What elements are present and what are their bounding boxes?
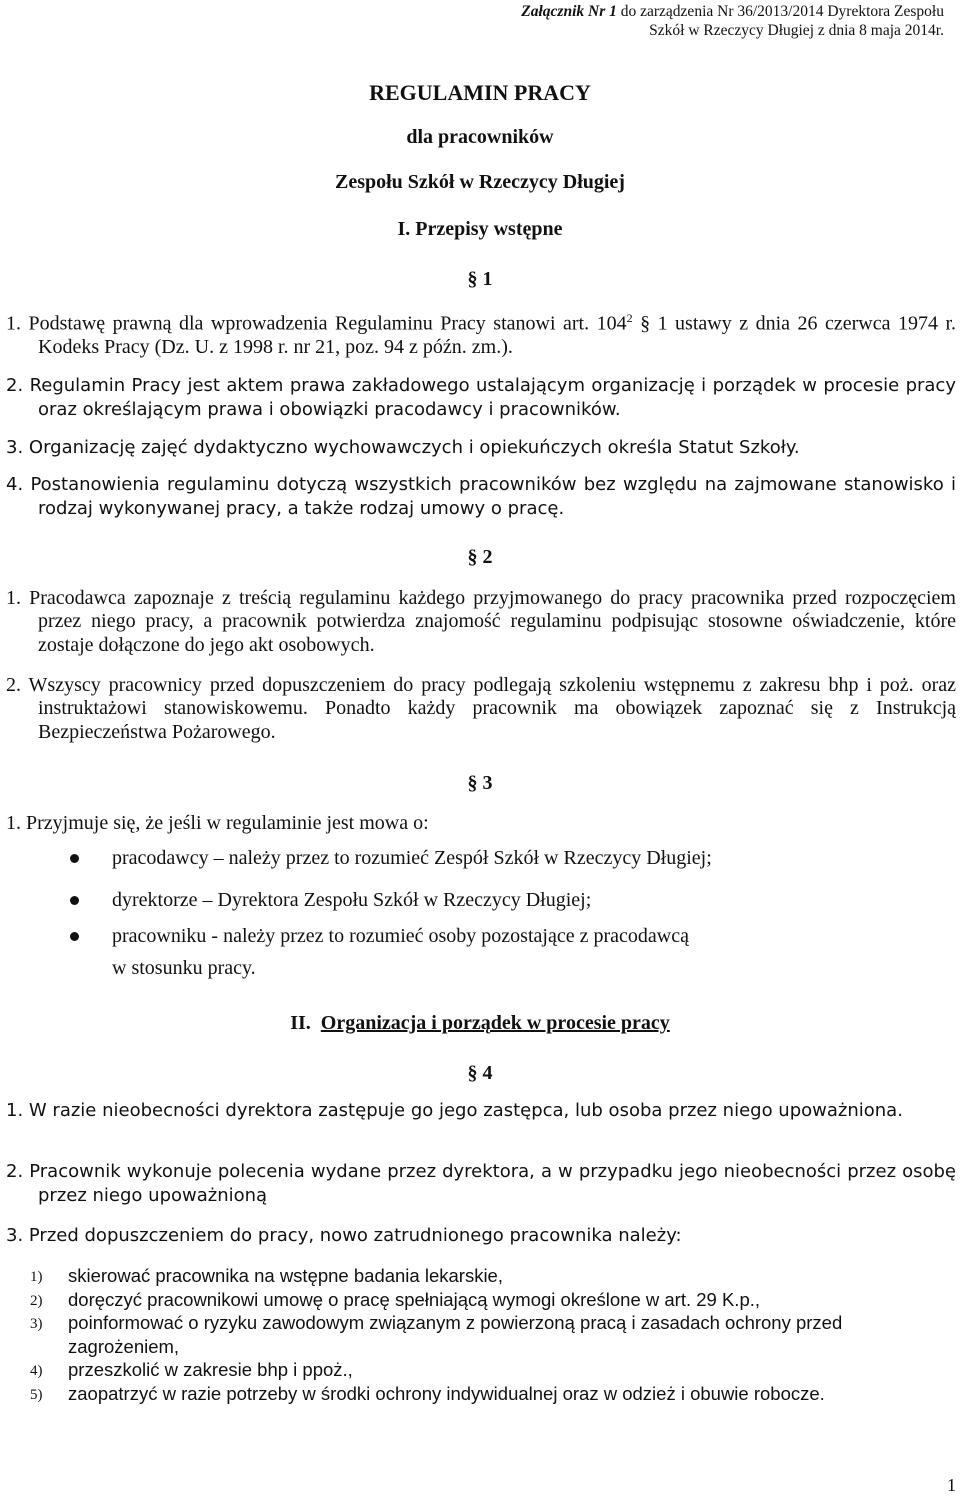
- s4-paragraph-2: 2. Pracownik wykonuje polecenia wydane przez dyrektora, a w przypadku jego nieobecności przez osobę przez niego upoważnioną: [6, 1161, 956, 1206]
- definition-item: [66, 841, 936, 875]
- s4-paragraph-3-wrap: [6, 1224, 956, 1248]
- document-title: REGULAMIN PRACY: [369, 80, 591, 105]
- section-heading-1: § 1: [467, 268, 493, 290]
- page-number: 1: [947, 1475, 956, 1495]
- s2-paragraph-2-wrap: [6, 674, 956, 744]
- s1-paragraph-4-wrap: [6, 473, 956, 521]
- bullet-icon: [70, 932, 79, 941]
- attachment-note-line2: Szkół w Rzeczycy Długiej z dnia 8 maja 2014r.: [649, 22, 944, 39]
- step-number: 3): [30, 1316, 43, 1332]
- step-number: 1): [30, 1269, 43, 1285]
- bullet-icon: [70, 854, 79, 863]
- chapter-heading-2: [0, 1012, 960, 1035]
- step-text: poinformować o ryzyku zawodowym związanym z powierzoną pracą i zasadach ochrony przed zagrożeniem,: [68, 1312, 843, 1357]
- definition-item: [66, 883, 936, 917]
- bullet-icon: [70, 896, 79, 905]
- document-subtitle-2: Zespołu Szkół w Rzeczycy Długiej: [335, 171, 625, 193]
- definition-text: pracowniku - należy przez to rozumieć osoby pozostające z pracodawcą: [112, 925, 689, 947]
- step-number: 5): [30, 1386, 43, 1403]
- onboarding-step: [30, 1264, 930, 1288]
- section-1-body: [6, 307, 956, 359]
- s4-paragraph-3: 3. Przed dopuszczeniem do pracy, nowo zatrudnionego pracownika należy:: [6, 1225, 682, 1246]
- definition-text: pracodawcy – należy przez to rozumieć Zespół Szkół w Rzeczycy Długiej;: [112, 847, 712, 869]
- onboarding-step: [30, 1288, 930, 1312]
- section-heading-2: § 2: [467, 546, 493, 568]
- definition-item: [66, 919, 936, 983]
- chapter-2-number: II.: [290, 1012, 311, 1034]
- step-number: 4): [30, 1363, 43, 1379]
- attachment-note-line1: [424, 2, 944, 21]
- s3-paragraph-1: 1. Przyjmuje się, że jeśli w regulaminie jest mowa o:: [6, 812, 429, 834]
- step-number: 2): [30, 1292, 43, 1309]
- onboarding-step: [30, 1358, 930, 1382]
- s4-paragraph-1: 1. W razie nieobecności dyrektora zastępuje go jego zastępca, lub osoba przez niego upoważniona.: [6, 1100, 903, 1121]
- step-text: przeszkolić w zakresie bhp i ppoż.,: [68, 1359, 353, 1380]
- s1-paragraph-1: [6, 307, 956, 359]
- attachment-label: Załącznik Nr 1: [521, 3, 617, 20]
- definition-text-continued: w stosunku pracy.: [112, 957, 256, 979]
- onboarding-step: [30, 1311, 930, 1358]
- s1-paragraph-3-wrap: [6, 436, 956, 460]
- s1-p1-text-b: § 1 ustawy z dnia 26 czerwca 1974 r. Kodeks Pracy (Dz. U. z 1998 r. nr 21, poz. 94 z późn. zm.).: [38, 312, 957, 359]
- s2-paragraph-1-wrap: [6, 587, 956, 657]
- step-text: zaopatrzyć w razie potrzeby w środki ochrony indywidualnej oraz w odzież i obuwie robocze.: [68, 1382, 825, 1404]
- s1-paragraph-4: 4. Postanowienia regulaminu dotyczą wszystkich pracowników bez względu na zajmowane stanowisko i rodzaj wykonywanej pracy, a także rodzaj umowy o pracę.: [6, 474, 956, 519]
- step-text: skierować pracownika na wstępne badania lekarskie,: [68, 1265, 503, 1286]
- s3-paragraph-1-wrap: [6, 812, 956, 835]
- definition-text: dyrektorze – Dyrektora Zespołu Szkół w Rzeczycy Długiej;: [112, 889, 592, 911]
- chapter-2-title: Organizacja i porządek w procesie pracy: [320, 1012, 670, 1034]
- s4-paragraph-2-wrap: [6, 1160, 956, 1208]
- onboarding-step: [30, 1382, 930, 1406]
- step-text: doręczyć pracownikowi umowę o pracę spełniającą wymogi określone w art. 29 K.p.,: [68, 1288, 761, 1310]
- s1-p1-number: 1.: [6, 312, 21, 335]
- definitions-list: [66, 841, 936, 983]
- section-1-body-sans: [6, 374, 956, 422]
- s1-paragraph-2: 2. Regulamin Pracy jest aktem prawa zakładowego ustalającym organizację i porządek w procesie pracy oraz określającym prawa i obowiązki pracodawcy i pracowników.: [6, 375, 956, 420]
- section-heading-3: § 3: [467, 772, 493, 794]
- s2-paragraph-1: 1. Pracodawca zapoznaje z treścią regulaminu każdego przyjmowanego do pracy pracownika przed rozpoczęciem przez niego pracy, a pracownik potwierdza znajomość regulaminu podpisując stosowne oświadczenie, które zostaje dołączone do jego akt osobowych.: [6, 587, 956, 656]
- s2-paragraph-2: 2. Wszyscy pracownicy przed dopuszczeniem do pracy podlegają szkoleniu wstępnemu z zakresu bhp i poż. oraz instruktażowi stanowiskowemu. Ponadto każdy pracownik ma obowiązek zapoznać się z Instrukcją Bezpieczeństwa Pożarowego.: [6, 674, 956, 743]
- section-heading-4: § 4: [467, 1062, 493, 1084]
- s1-p1-superscript: 2: [626, 311, 633, 325]
- chapter-heading-1: I. Przepisy wstępne: [397, 218, 563, 240]
- s4-paragraph-1-wrap: [6, 1099, 956, 1123]
- attachment-note: [424, 2, 944, 40]
- s1-p1-text-a: Podstawę prawną dla wprowadzenia Regulaminu Pracy stanowi art. 104: [28, 312, 627, 335]
- onboarding-steps-list: [30, 1264, 930, 1405]
- attachment-note-rest: do zarządzenia Nr 36/2013/2014 Dyrektora Zespołu: [616, 3, 944, 20]
- s1-paragraph-3: 3. Organizację zajęć dydaktyczno wychowawczych i opiekuńczych określa Statut Szkoły.: [6, 437, 800, 458]
- document-subtitle-1: dla pracowników: [406, 126, 554, 148]
